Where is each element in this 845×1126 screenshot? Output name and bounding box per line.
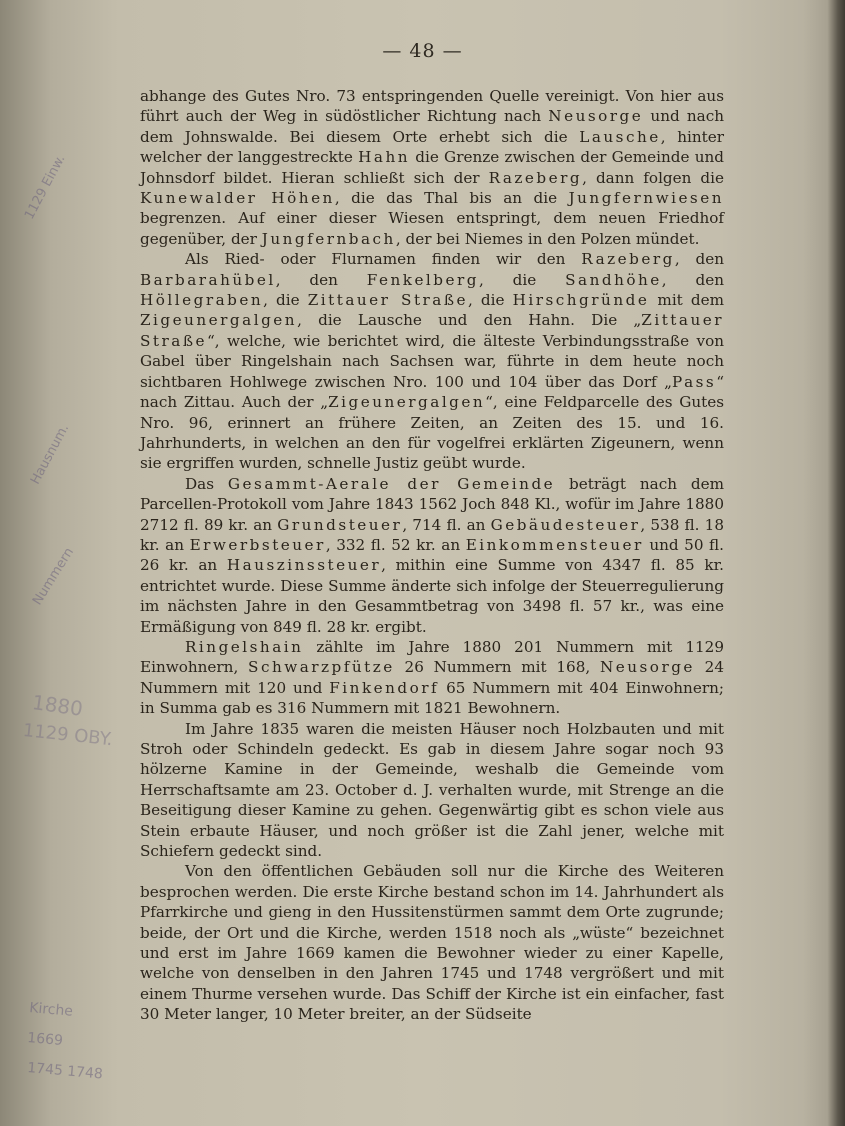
- text-run: , den: [275, 270, 367, 289]
- spaced-term: Zigeunergalgen: [328, 393, 486, 412]
- margin-pencil-note: Nummern: [30, 545, 77, 608]
- paragraph: [140, 861, 724, 1024]
- text-run: , die: [468, 291, 513, 310]
- paragraph: [140, 474, 724, 637]
- spaced-term: Neusorge: [548, 107, 644, 126]
- spaced-term: Zittauer Straße: [307, 291, 468, 310]
- spaced-term: Finkendorf: [329, 678, 440, 697]
- spaced-term: Grundsteuer: [277, 515, 403, 534]
- text-run: 65 Nummern mit 404 Einwohnern; in Summa gab es 316 Nummern mit 1821 Bewohnern.: [140, 678, 724, 718]
- text-run: 26 Nummern mit 168,: [394, 658, 600, 677]
- text-run: , die: [478, 270, 566, 289]
- paragraph: [140, 86, 724, 249]
- spaced-term: Schwarzpfütze: [248, 658, 395, 677]
- margin-pencil-note: 1129 OBY.: [21, 720, 114, 751]
- spaced-term: Hahn: [358, 148, 411, 167]
- text-run: , den: [661, 270, 724, 289]
- text-run: 24 Nummern mit 120 und: [140, 658, 724, 697]
- text-run: Das: [185, 474, 228, 493]
- margin-pencil-note: Hausnum.: [28, 421, 73, 488]
- spaced-term: Gesammt-Aerale der Gemeinde: [227, 474, 556, 493]
- spaced-term: Gebäudesteuer: [490, 515, 641, 534]
- text-run: “, eine Feldparcelle des Gutes Nro. 96, erinnert an frühere Zeiten, an Zeiten des 15. und 16. Jahrhunderts, in welchen an den für vogelfrei erklärten Zigeunern, wenn sie ergriffen wurden, schnelle Justiz geübt wurde.: [140, 393, 725, 473]
- text-run: mit dem: [649, 291, 724, 310]
- margin-pencil-note: 1129 Einw.: [22, 152, 69, 223]
- text-run: , 538 fl. 18 kr. an: [140, 515, 725, 554]
- body-text: [140, 86, 724, 1025]
- spaced-term: Sandhöhe: [565, 270, 662, 289]
- paragraph: [140, 249, 724, 473]
- spaced-term: Razeberg: [488, 168, 583, 187]
- text-run: und 50 fl. 26 kr. an: [140, 535, 724, 575]
- margin-pencil-note: Kirche: [28, 1000, 74, 1020]
- text-run: , der bei Niemes in den Polzen mündet.: [395, 229, 700, 248]
- text-run: , den: [674, 250, 724, 269]
- spaced-term: Zittauer Straße: [140, 311, 724, 350]
- spaced-term: Erwerbsteuer: [189, 535, 326, 554]
- margin-pencil-note: 1669: [26, 1030, 64, 1050]
- text-run: und nach dem Johnswalde. Bei diesem Orte erhebt sich die: [140, 107, 724, 146]
- text-run: , die Lausche und den Hahn. Die „: [297, 311, 642, 330]
- margin-pencil-note: 1745 1748: [26, 1060, 104, 1083]
- text-run: , die das Thal bis an die: [334, 189, 569, 208]
- spaced-term: Lausche: [579, 127, 661, 146]
- spaced-term: Fenkelberg: [366, 270, 479, 289]
- text-run: , 714 fl. an: [402, 515, 491, 534]
- spaced-term: Kunewalder Höhen: [140, 189, 335, 208]
- spaced-term: Hauszinssteuer: [226, 556, 382, 575]
- spaced-term: Neusorge: [599, 658, 695, 677]
- spaced-term: Hirschgründe: [512, 291, 650, 310]
- text-run: “, welche, wie berichtet wird, die älteste Verbindungsstraße von Gabel über Ringelshain nach Sachsen war, führte in dem heute noch sichtbaren Hohlwege zwischen Nro. 100 und 104 über das Dorf „: [140, 331, 724, 391]
- text-run: , die: [263, 291, 308, 310]
- spaced-term: Barbarahübel: [140, 270, 276, 289]
- text-run: abhange des Gutes Nro. 73 entspringenden Quelle vereinigt. Von hier aus führt auch der Weg in südöstlicher Richtung nach: [140, 87, 724, 126]
- page-edge-shadow: [827, 0, 845, 1126]
- spaced-term: Zigeunergalgen: [140, 311, 298, 330]
- text-run: Als Ried- oder Flurnamen finden wir den: [185, 250, 582, 269]
- paragraph: [140, 719, 724, 862]
- paragraph: [140, 637, 724, 719]
- page-number: — 48 —: [382, 40, 463, 62]
- text-run: die Grenze zwischen der Gemeinde und Johnsdorf bildet. Hieran schließt sich der: [140, 148, 724, 187]
- text-run: Im Jahre 1835 waren die meisten Häuser noch Holzbauten und mit Stroh oder Schindeln gedeckt. Es gab in diesem Jahre sogar noch 93 hölzerne Kamine in der Gemeinde, weshalb die Gemeinde vom Herrschaftsamte am 23. October d. J. verhalten wurde, mit Strenge an die Beseitigung dieser Kamine zu gehen. Gegenwärtig gibt es schon viele aus Stein erbaute Häuser, und noch größer ist die Zahl jener, welche mit Schiefern gedeckt sind.: [140, 719, 724, 861]
- text-run: zählte im Jahre 1880 201 Nummern mit 1129 Einwohnern,: [140, 637, 724, 677]
- margin-pencil-note: 1880: [30, 690, 85, 721]
- spaced-term: Einkommensteuer: [465, 535, 644, 554]
- text-run: , hinter welcher der langgestreckte: [140, 127, 724, 167]
- spaced-term: Razeberg: [581, 250, 675, 269]
- text-run: Von den öffentlichen Gebäuden soll nur die Kirche des Weiteren besprochen werden. Die erste Kirche bestand schon im 14. Jahrhundert als Pfarrkirche und gieng in den Hussitenstürmen sammt dem Orte zugrunde; beide, der Ort und die Kirche, werden 1518 noch als „wüste“ bezeichnet und erst im Jahre 1669 kamen die Bewohner wieder zu einer Kapelle, welche von denselben in den Jahren 1745 und 1748 vergrößert und mit einem Thurme versehen wurde. Das Schiff der Kirche ist ein einfacher, fast 30 Meter langer, 10 Meter breiter, an der Südseite: [140, 862, 724, 1024]
- text-run: begrenzen. Auf einer dieser Wiesen entspringt, dem neuen Friedhof gegenüber, der: [140, 209, 724, 248]
- spaced-term: Pass: [672, 372, 717, 391]
- spaced-term: Höllegraben: [140, 291, 264, 310]
- text-run: , 332 fl. 52 kr. an: [325, 535, 466, 554]
- text-run: “ nach Zittau. Auch der „: [140, 372, 724, 412]
- text-run: , dann folgen die: [582, 168, 724, 187]
- spaced-term: Jungfernbach: [261, 229, 396, 248]
- text-run: beträgt nach dem Parcellen-Protokoll vom Jahre 1843 1562 Joch 848 Kl., wofür im Jahre 1880 2712 fl. 89 kr. an: [140, 474, 725, 534]
- text-run: , mithin eine Summe von 4347 fl. 85 kr. entrichtet wurde. Diese Summe änderte sich infolge der Steuerregulierung im nächsten Jahre in den Gesammtbetrag von 3498 fl. 57 kr., was eine Ermäßigung von 849 fl. 28 kr. ergibt.: [140, 556, 724, 636]
- spaced-term: Ringelshain: [185, 637, 304, 656]
- spaced-term: Jungfernwiesen: [568, 189, 724, 208]
